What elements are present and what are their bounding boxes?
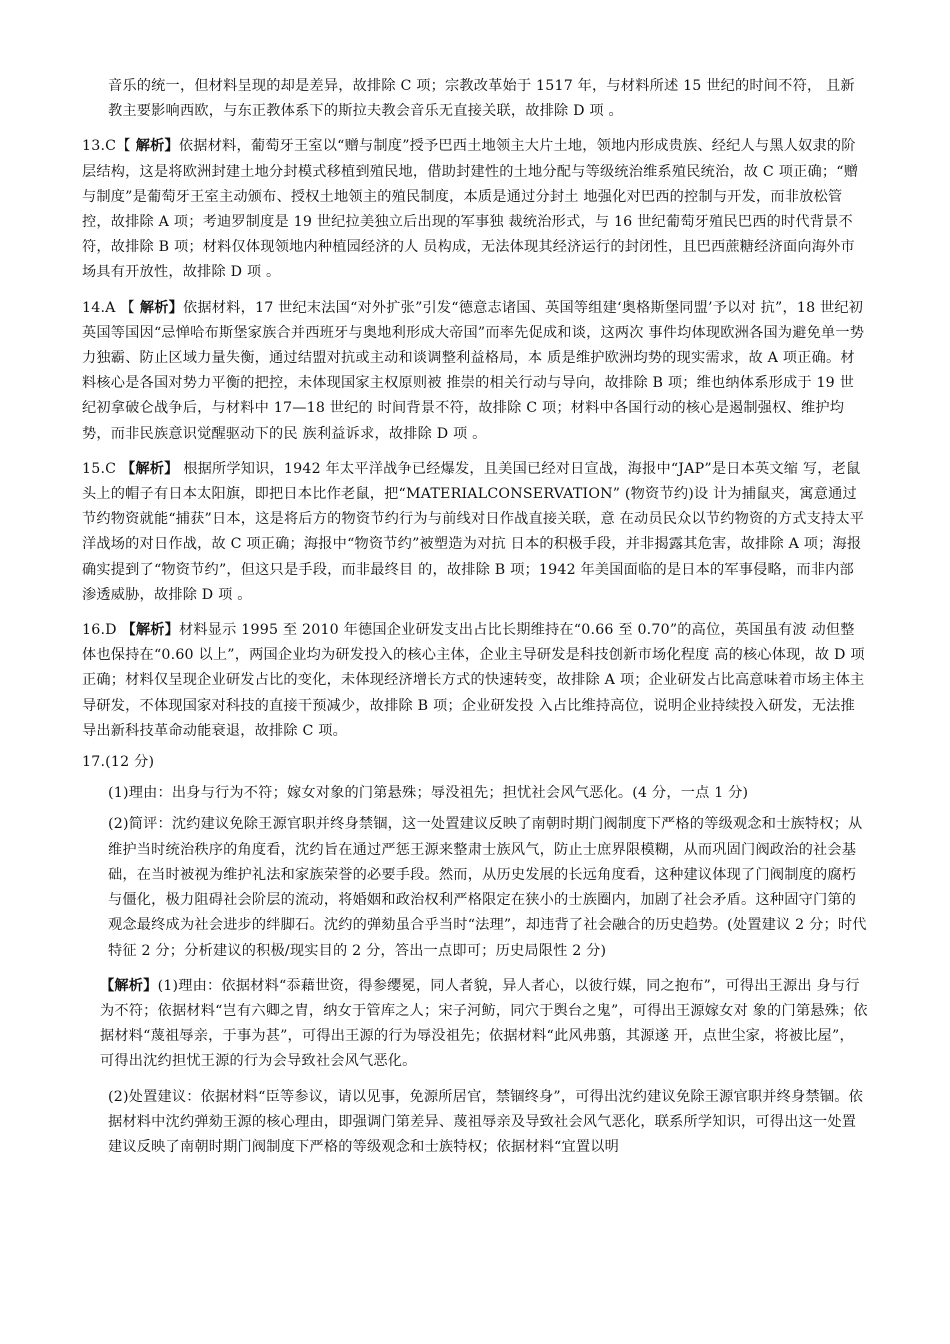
answer-17-analysis-1 <box>82 974 868 1075</box>
paragraph-text: (2)简评：沈约建议免除王源官职并终身禁锢，这一处置建议反映了南朝时期门阀制度下严格的等级观念和士族特权；从维护当时统治秩序的角度看，沈约旨在通过严惩王源来整肃士族风气，防止士庶界限模糊，从而巩固门阀政治的社会基础，在当时被视为维护礼法和家族荣誉的必要手段。然而，从历史发展的长远角度看，这种建议体现了门阀制度的腐朽与僵化，极力阻碍社会阶层的流动，将婚姻和政治权利严格限定在狭小的士族圈内，加剧了社会矛盾。这种固守门第的观念最终成为社会进步的绊脚石。沈约的弹劾虽合乎当时“法理”，却违背了社会融合的历史趋势。(处置建议 2 分；时代特征 2 分；分析建议的积极/现实目的 2 分，答出一点即可；历史局限性 2 分) <box>108 816 867 959</box>
paragraph-text: 依据材料，17 世纪末法国“对外扩张”引发“德意志诸国、英国等组建‘奥格斯堡同盟’予以对 抗”，18 世纪初英国等国因“忌惮哈布斯堡家族合并西班牙与奥地利形成大帝国”而率先促成和谈，这两次 事件均体现欧洲各国为避免单一势力独霸、防止区域力量失衡，通过结盟对抗或主动和谈调整利益格局，本 质是维护欧洲均势的现实需求，故 A 项正确。材料核心是各国对势力平衡的把控，未体现国家主权原则被 推崇的相关行动与导向，故排除 B 项；维也纳体系形成于 19 世纪初拿破仑战争后，与材料中 17—18 世纪的 时间背景不符，故排除 C 项；材料中各国行动的核心是遏制强权、维护均势，而非民族意识觉醒驱动下的民 族利益诉求，故排除 D 项 。 <box>82 299 865 442</box>
paragraph-text: 依据材料，葡萄牙王室以“赠与制度”授予巴西土地领主大片土地，领地内形成贵族、经纪人与黑人奴隶的阶层结构，这是将欧洲封建土地分封模式移植到殖民地，借助封建性的土地分配与等级统治维系殖民统治，故 C 项正确；“赠与制度”是葡萄牙王室主动颁布、授权土地领主的殖民制度，本质是通过分封土 地强化对巴西的控制与开发，而非放松管控，故排除 A 项；考迪罗制度是 19 世纪拉美独立后出现的军事独 裁统治形式，与 16 世纪葡萄牙殖民巴西的时代背景不符，故排除 B 项；材料仅体现领地内种植园经济的人 员构成，无法体现其经济运行的封闭性，且巴西蔗糖经济面向海外市场具有开放性，故排除 D 项 。 <box>82 138 859 281</box>
analysis-tag: 解析】 <box>130 138 179 155</box>
answer-16 <box>82 618 868 744</box>
answer-15 <box>82 457 868 608</box>
answer-17-analysis-2 <box>82 1085 868 1161</box>
paragraph-12-continued <box>82 74 868 124</box>
paragraph-text: (2)处置建议：依据材料“臣等参议，请以见事，免源所居官，禁锢终身”，可得出沈约建议免除王源官职并终身禁锢。依据材料中沈约弹劾王源的核心理由，即强调门第差异、蔑祖辱亲及导致社会风气恶化，联系所学知识，可得出这一处置建议反映了南朝时期门阀制度下严格的等级观念和士族特权；依据材料“宜置以明 <box>108 1088 863 1155</box>
question-number: 13.C【 <box>82 138 131 155</box>
answer-17-part-2 <box>82 812 868 963</box>
answer-13 <box>82 134 868 285</box>
question-number: 17. <box>82 754 106 771</box>
paragraph-text: 材料显示 1995 至 2010 年德国企业研发支出占比长期维持在“0.66 至 0.70”的高位，英国虽有波 动但整体也保持在“0.60 以上”，两国企业均为研发投入的核心主体，企业主导研发是科技创新市场化程度 高的核心体现，故 D 项正确；材料仅呈现企业研发占比的变化，未体现经济增长方式的快速转变，故排除 A 项；企业研发占比高意味着市场主体主导研发，不体现国家对科技的直接干预减少，故排除 B 项；企业研发投 入占比维持高位，说明企业持续投入研发，无法推导出新科技革命动能衰退，故排除 C 项。 <box>82 622 865 739</box>
analysis-tag: 【解析】 <box>121 622 180 639</box>
answer-14 <box>82 296 868 447</box>
analysis-tag: 【解析】 <box>100 977 158 994</box>
paragraph-text: 根据所学知识，1942 年太平洋战争已经爆发，且美国已经对日宣战，海报中“JAP”是日本英文缩 写，老鼠头上的帽子有日本太阳旗，即把日本比作老鼠，把“MATERIALCONSERVATION” (物资节约)设 计为捕鼠夹，寓意通过节约物资就能“捕获”日本，这是将后方的物资节约行为与前线对日作战直接关联，意 在动员民众以节约物资的方式支持太平洋战场的对日作战，故 C 项正确；海报中“物资节约”被塑造为对抗 日本的积极手段，并非揭露其危害，故排除 A 项；海报确实提到了“物资节约”，但这只是手段，而非最终目 的，故排除 B 项；1942 年美国面临的是日本的军事侵略，而非内部渗透威胁，故排除 D 项 。 <box>82 460 865 603</box>
paragraph-text: (1)理由：出身与行为不符；嫁女对象的门第悬殊；辱没祖先；担忧社会风气恶化。(4 分，一点 1 分) <box>108 785 749 802</box>
question-number: 14.A 【 <box>82 299 135 316</box>
paragraph-text: (12 分) <box>105 754 155 771</box>
document-page <box>82 74 868 1160</box>
analysis-tag: 解析】 <box>134 299 184 316</box>
analysis-tag: 【解析】 <box>120 460 179 477</box>
question-number: 16.D <box>82 622 122 639</box>
answer-17-part-1 <box>82 781 868 806</box>
question-number: 15.C <box>82 460 121 477</box>
answer-17-header <box>82 750 868 775</box>
paragraph-text: 音乐的统一，但材料呈现的却是差异，故排除 C 项；宗教改革始于 1517 年，与材料所述 15 世纪的时间不符， 且新教主要影响西欧，与东正教体系下的斯拉夫教会音乐无直接关联，故排除 D 项 。 <box>108 78 855 120</box>
paragraph-text: (1)理由：依据材料“忝藉世资，得参缨冕，同人者貌，异人者心，以彼行媒，同之抱布”，可得出王源出 身与行为不符；依据材料“岂有六卿之胄，纳女于管库之人；宋子河鲂，同穴于舆台之鬼”，可得出王源嫁女对 象的门第悬殊；依据材料“蔑祖辱亲，于事为甚”，可得出王源的行为辱没祖先；依据材料“此风弗翦，其源遂 开，点世尘家，将被比屋”，可得出沈约担忧王源的行为会导致社会风气恶化。 <box>100 977 868 1070</box>
